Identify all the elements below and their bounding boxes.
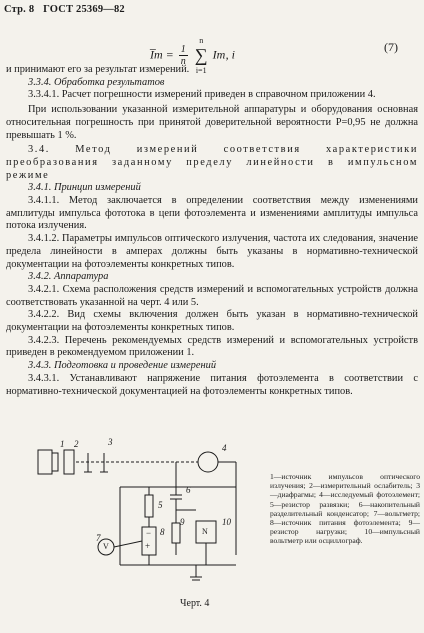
section-heading: 3.4.2. Аппаратура [28, 271, 109, 283]
meter-v-label: V [103, 542, 109, 551]
paragraph: При использовании указанной измерительной аппаратуры и оборудования основная относительная погрешность при принятой доверительной вероятности P=0,95 не должна превышать 1 %. [6, 104, 418, 141]
section-heading: 3.4.1. Принцип измерений [28, 182, 141, 194]
paragraph: 3.4.2.1. Схема расположения средств измерений и вспомогательных устройств должна соответствовать указанной на черт. 4 или 5. [6, 283, 418, 308]
paragraph: 3.4.2.3. Перечень рекомендуемых средств измерений и вспомогательных устройств приведен в рекомендуемом приложении 1. [6, 334, 418, 359]
label-2: 2 [74, 439, 79, 449]
formula-7: I̅т = $\frac{1}{n}$ n ∑ i=1 Iт, i [150, 36, 235, 75]
label-7: 7 [96, 533, 101, 543]
formula-sum: n ∑ i=1 [194, 36, 208, 75]
minus-label: − [146, 528, 152, 538]
label-3: 3 [108, 437, 113, 447]
paragraph: 3.4.1.1. Метод заключается в определении соответствия между изменениями амплитуды импульса фототока в цепи фотоэлемента и изменениями амплитуды импульса потока излучения. [6, 195, 418, 232]
label-1: 1 [60, 439, 65, 449]
body-text [0, 64, 424, 398]
formula-number: (7) [384, 40, 398, 54]
label-8: 8 [160, 527, 165, 537]
label-9: 9 [180, 517, 185, 527]
page-number: Стр. 8 [4, 4, 35, 15]
section-heading: 3.4.3. Подготовка и проведение измерений [28, 360, 217, 372]
section-heading: 3.3.4. Обработка результатов [28, 76, 165, 88]
paragraph: 3.3.4.1. Расчет погрешности измерений приведен в справочном приложении 4. [28, 89, 376, 101]
figure-caption: Черт. 4 [180, 598, 210, 609]
figure-legend: 1—источник импульсов оптического излучения; 2—измерительный ослабитель; 3—диафрагмы; 4—исследуемый фотоэлемент; 5—резистор развязки; 6—накопительный разделительный конденсатор; 7—вольтметр; 8—источник питания фотоэлемента; 9—резистор нагрузки; 10—импульсный вольтметр или осциллограф. [270, 472, 420, 546]
page-header [4, 4, 131, 15]
meter-n-label: N [202, 527, 208, 536]
formula-lhs: I̅т [150, 47, 163, 62]
section-heading: 3.4. Метод измерений соответствия характеристики преобразования заданному пределу линейности в импульсном режиме [6, 144, 418, 181]
label-6: 6 [186, 485, 191, 495]
paragraph: 3.4.1.2. Параметры импульсов оптического излучения, частота их следования, значение предела линейности в амперах должны быть указаны в нормативно-технической документации на фотоэлементы конкретных типов. [6, 233, 418, 270]
label-10: 10 [222, 517, 231, 527]
paragraph: 3.4.3.1. Устанавливают напряжение питания фотоэлемента в соответствии с нормативно-технической документацией на фотоэлементы конкретных типов. [6, 372, 418, 397]
label-5: 5 [158, 500, 163, 510]
plus-label: + [145, 541, 151, 551]
formula-term: Iт, i [212, 47, 235, 62]
formula-fraction: $\frac{1}{n}$ [180, 44, 186, 67]
paragraph: и принимают его за результат измерений. [6, 64, 190, 75]
label-4: 4 [222, 443, 227, 453]
standard-code: ГОСТ 25369—82 [43, 4, 125, 15]
paragraph: 3.4.2.2. Вид схемы включения должен быть указан в нормативно-технической документации на фотоэлементы конкретных типов. [6, 309, 418, 334]
